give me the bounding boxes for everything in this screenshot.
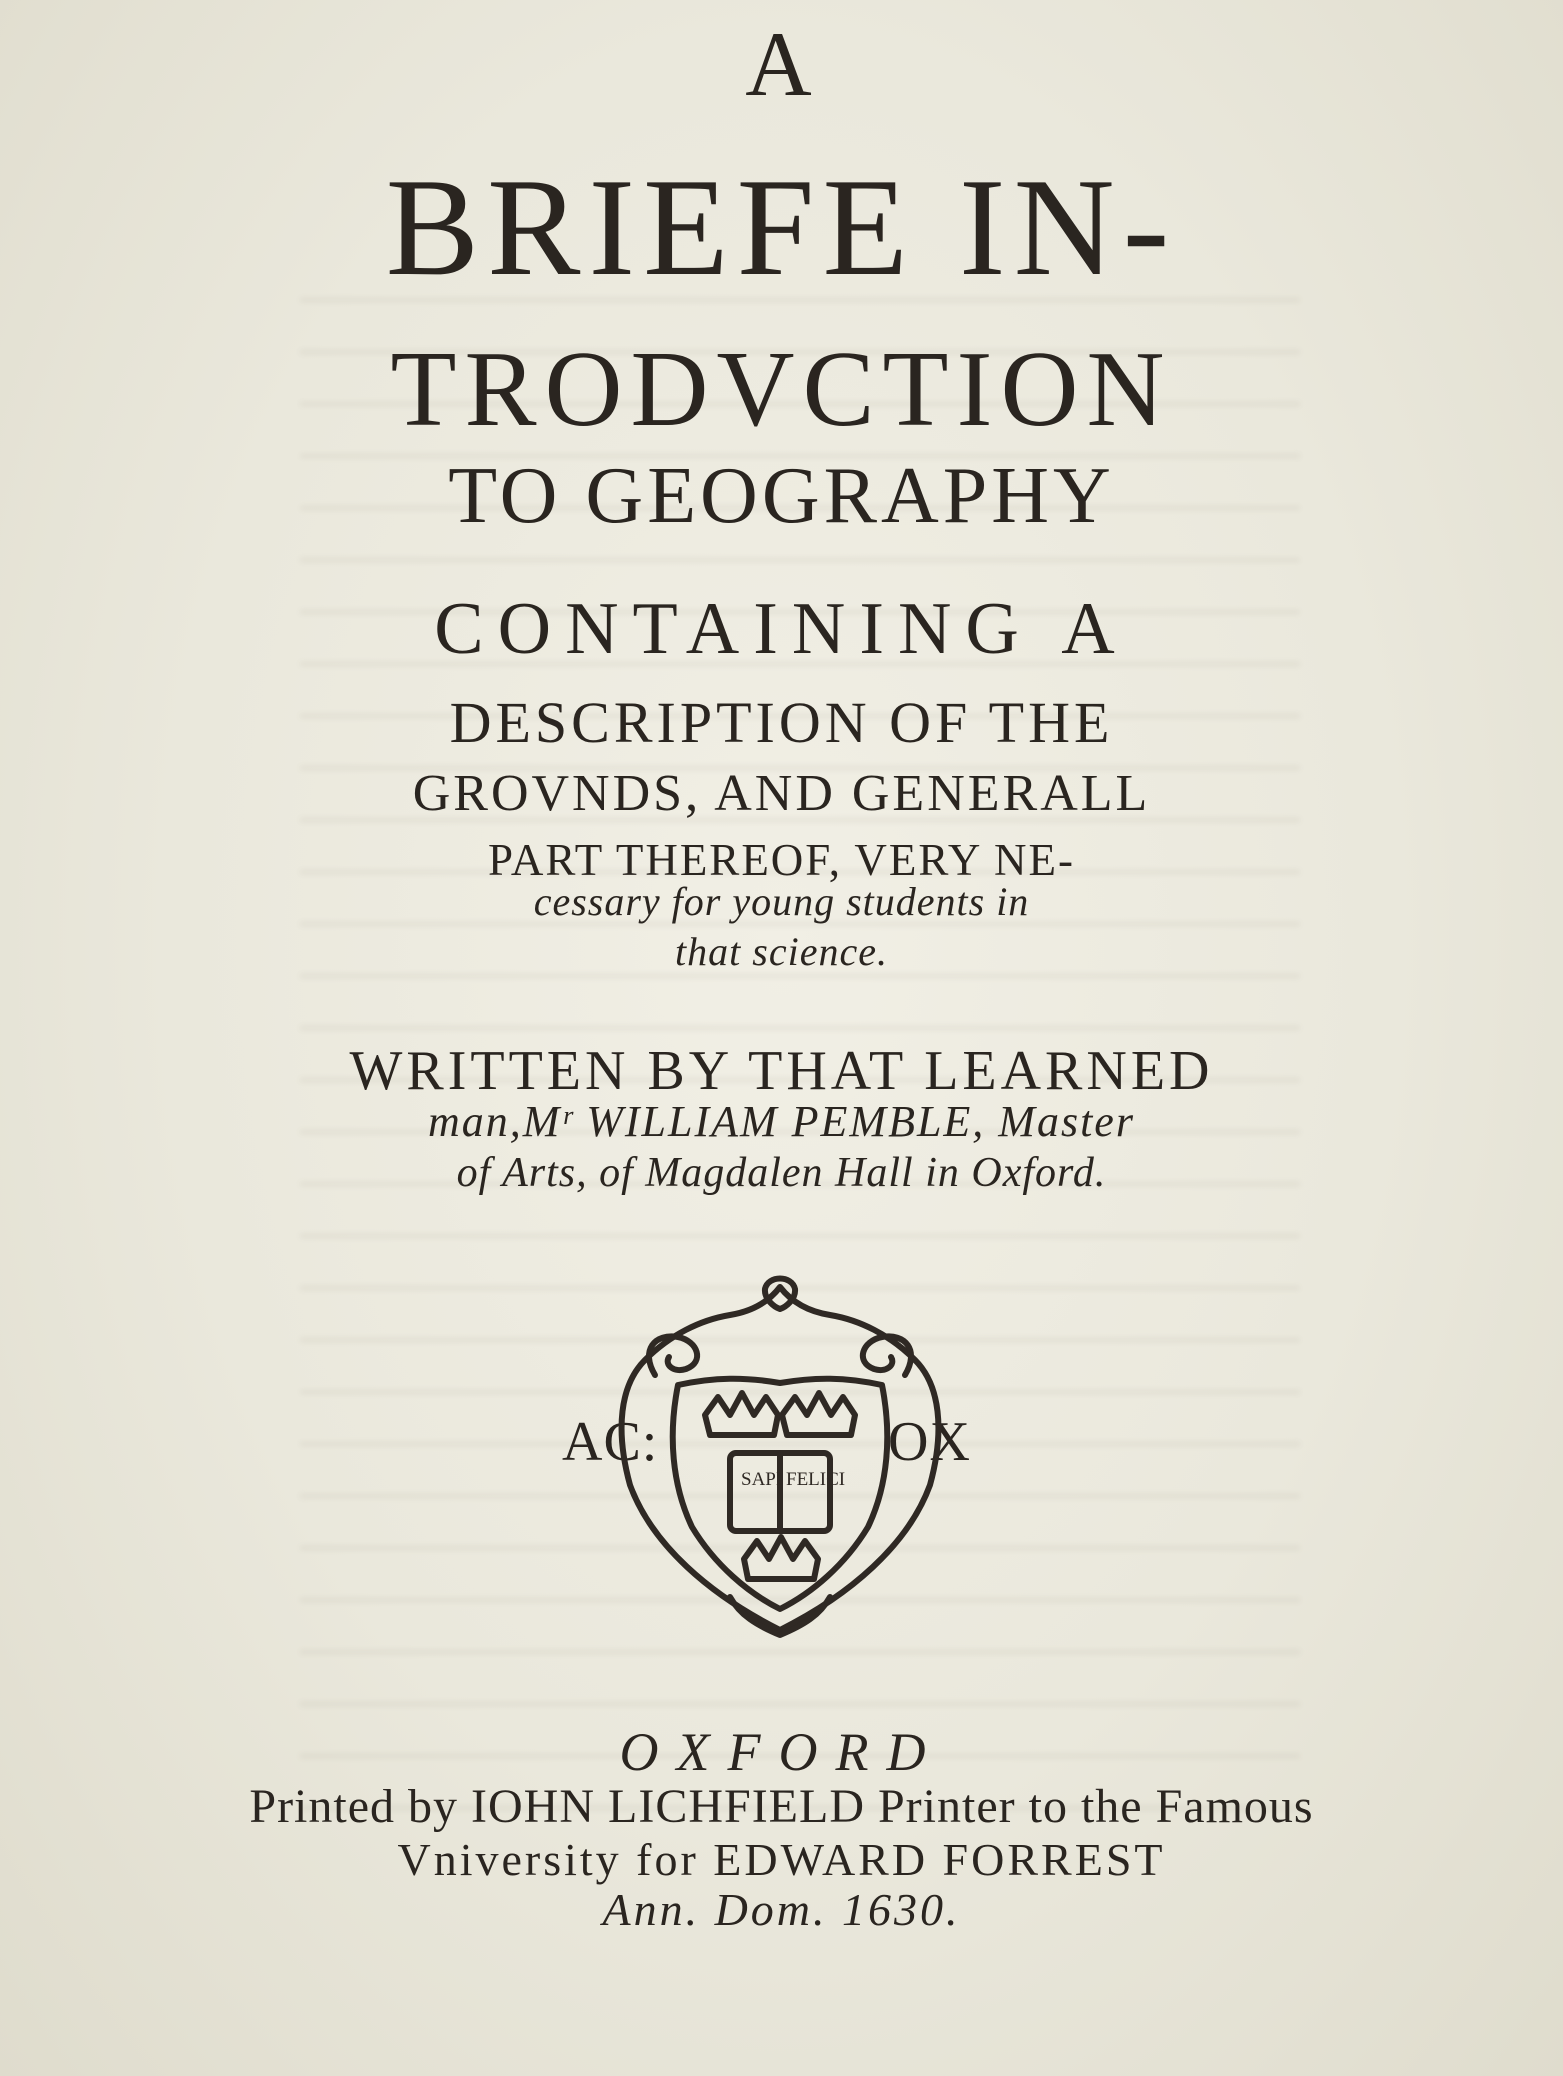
- title-line-geography: TO GEOGRAPHY: [448, 452, 1115, 540]
- imprint-line-printed: Printed by IOHN LICHFIELD Printer to the Famous: [249, 1780, 1314, 1833]
- oxford-arms-seal: [560, 1265, 1000, 1645]
- author-line-name: man,Mʳ WILLIAM PEMBLE, Master: [428, 1097, 1135, 1146]
- title-line-grounds: GROVNDS, AND GENERALL: [412, 765, 1151, 822]
- top-crown-left: [705, 1393, 778, 1435]
- left-scroll: [649, 1336, 697, 1375]
- title-line-description: DESCRIPTION OF THE: [449, 690, 1114, 755]
- top-crown-right: [782, 1393, 855, 1435]
- title-line-a: A: [745, 13, 818, 115]
- title-line-containing: CONTAINING A: [434, 588, 1129, 670]
- title-line-part: PART THEREOF, VERY NE-: [488, 835, 1075, 885]
- imprint-line-university: Vniversity for EDWARD FORREST: [397, 1834, 1166, 1885]
- bottom-crown: [744, 1537, 818, 1579]
- book-left-text: SAPI: [741, 1469, 783, 1490]
- title-line-introduction: TRODVCTION: [390, 330, 1173, 449]
- seal-right-text: OX: [888, 1411, 971, 1473]
- seal-left-text: AC:: [562, 1411, 659, 1473]
- title-line-briefe: BRIEFE IN-: [385, 150, 1178, 305]
- title-line-science: that science.: [675, 929, 888, 974]
- book-right-text: FELICI: [786, 1469, 846, 1490]
- imprint-line-date: Ann. Dom. 1630.: [602, 1884, 961, 1935]
- author-line-arts: of Arts, of Magdalen Hall in Oxford.: [456, 1150, 1107, 1196]
- right-scroll: [863, 1336, 911, 1375]
- imprint-place: OXFORD: [619, 1722, 944, 1782]
- title-line-students: cessary for young students in: [533, 879, 1030, 924]
- crest-top: [765, 1279, 795, 1310]
- author-line-written: WRITTEN BY THAT LEARNED: [349, 1040, 1214, 1102]
